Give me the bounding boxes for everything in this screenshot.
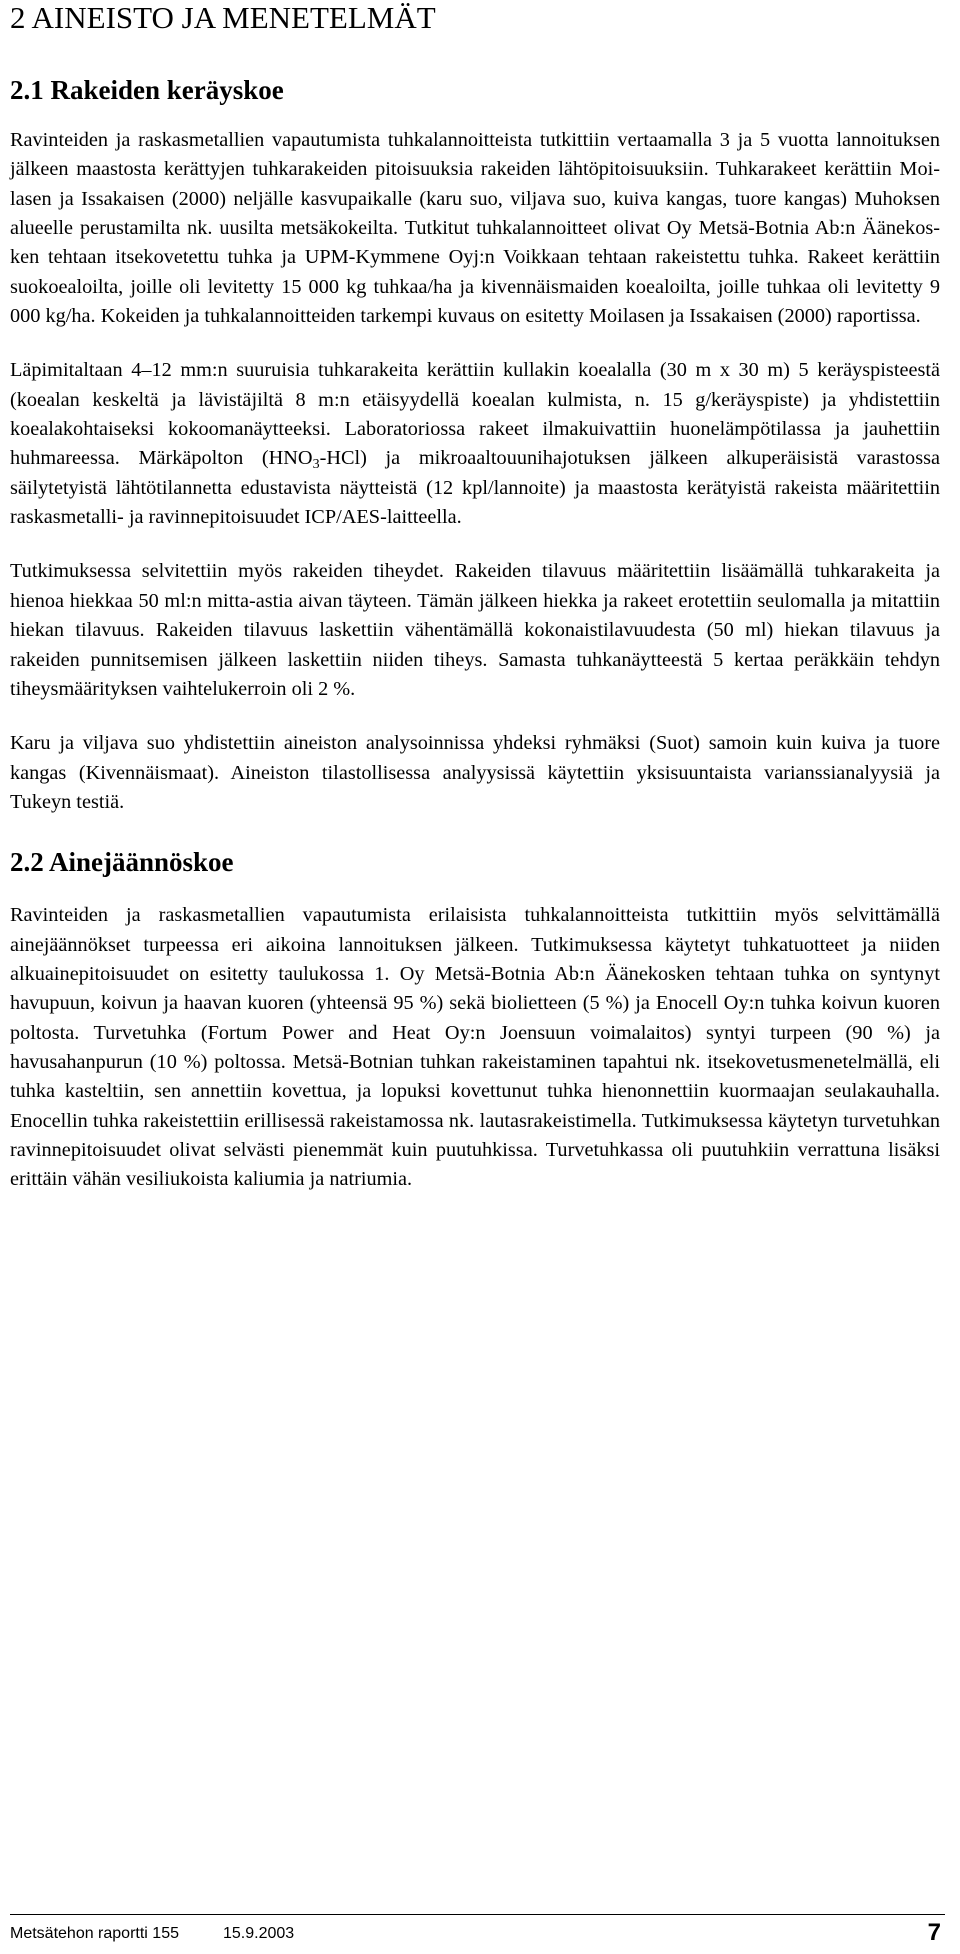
- paragraph-naytteenotto: [10, 356, 940, 532]
- paragraph-naytteenotto-text-a: Läpimitaltaan 4–12 mm:n suuruisia tuhkarakeita kerättiin kullakin koealalla (30 m x 30 m) 5 keräyspisteestä (koealan keskeltä ja lävistäjiltä 8 m:n etäisyydellä koealan kulmista, n. 15 g/keräyspiste) ja yhdistettiin koealakohtaiseksi kokoomanäytteeksi. Laboratoriossa rakeet ilmakuivattiin huonelämpötilassa ja jauhettiin huhmareessa. Märkäpolton (HNO: [10, 359, 940, 470]
- footer-date: 15.9.2003: [223, 1925, 295, 1942]
- page-number: 7: [927, 1919, 941, 1946]
- footer-report-title: Metsätehon raportti 155: [10, 1925, 179, 1942]
- paragraph-naytteenotto-text-b: -HCl) ja mikroaaltouunihajotuksen jälkeen alkuperäisistä varastossa säilytetyistä lähtötilannetta edustavista näytteistä (12 kpl/lannoite) ja maastosta kerätyistä rakeista määritettiin raskasmetalli- ja ravinnepitoisuudet ICP/AES-laitteella.: [10, 447, 940, 529]
- chapter-title: 2 AINEISTO JA MENETELMÄT: [10, 0, 436, 35]
- page-content: [10, 0, 940, 1195]
- chemical-subscript: 3: [312, 457, 320, 473]
- page-footer: [10, 1914, 945, 1946]
- footer-divider: [10, 1914, 945, 1915]
- paragraph-analyysi: Karu ja viljava suo yhdistettiin aineiston analysoinnissa yhdeksi ryhmäksi (Suot) samoin kuin kuiva ja tuore kangas (Kivennäismaat). Aineiston tilastollisessa analyysissä käytettiin yksisuuntaista varianssianalyysiä ja Tukeyn testiä.: [10, 732, 940, 813]
- section-title-rakeiden-keraayskoe: 2.1 Rakeiden keräyskoe: [10, 75, 284, 105]
- paragraph-keraays-intro: Ravinteiden ja raskasmetallien vapautumista tuhkalannoitteista tutkittiin vertaamalla 3 ja 5 vuotta lannoituksen jälkeen maastosta kerättyjen tuhkarakeiden pitoisuuksia rakeiden lähtöpitoisuuksiin. Tuhkarakeet kerättiin Moilasen ja Issakaisen (2000) neljälle kasvupaikalle (karu suo, viljava suo, kuiva kangas, tuore kangas) Muhoksen alueelle perustamilta nk. uusilta metsäkokeilta. Tutkitut tuhkalannoitteet olivat Oy Metsä-Botnia Ab:n Äänekosken tehtaan itsekovetettu tuhka ja UPM-Kymmene Oyj:n Voikkaan tehtaan rakeistettu tuhka. Rakeet kerättiin suokoealoilta, joille oli levitetty 15 000 kg tuhkaa/ha ja kivennäismaiden koealoilta, joille tuhkaa oli levitetty 9 000 kg/ha. Kokeiden ja tuhkalannoitteiden tarkempi kuvaus on esitetty Moilasen ja Issakaisen (2000) raportissa.: [10, 129, 940, 328]
- section-title-ainejaannoskoe: 2.2 Ainejäännöskoe: [10, 847, 234, 878]
- paragraph-tiheydet: Tutkimuksessa selvitettiin myös rakeiden tiheydet. Rakeiden tilavuus määritettiin lisäämällä tuhkarakeita ja hienoa hiekkaa 50 ml:n mitta-astia aivan täyteen. Tämän jälkeen hiekka ja rakeet erotettiin seulomalla ja mitattiin hiekan tilavuus. Rakeiden tilavuus laskettiin vähentämällä kokonaistilavuudesta (50 ml) hiekan tilavuus ja rakeiden punnitsemisen jälkeen laskettiin niiden tiheys. Samasta tuhkanäytteestä 5 kertaa peräkkäin tehdyn tiheysmäärityksen vaihtelukerroin oli 2 %.: [10, 560, 940, 700]
- paragraph-ainejaannos: Ravinteiden ja raskasmetallien vapautumista erilaisista tuhkalannoitteista tutkittiin myös selvittämällä ainejäännökset turpeessa eri aikoina lannoituksen jälkeen. Tutkimuksessa käytetyt tuhkatuotteet ja niiden alkuainepitoisuudet on esitetty taulukossa 1. Oy Metsä-Botnia Ab:n Äänekosken tehtaan tuhka on syntynyt havupuun, koivun ja haavan kuoren (yhteensä 95 %) sekä biolietteen (5 %) ja Enocell Oy:n tuhka koivun kuoren poltosta. Turvetuhka (Fortum Power and Heat Oy:n Joensuun voimalaitos) syntyi turpeen (90 %) ja havusahanpurun (10 %) poltossa. Metsä-Botnian tuhkan rakeistaminen tapahtui nk. itsekovetusmenetelmällä, eli tuhka kasteltiin, sen annettiin kovettua, ja lopuksi kovettunut tuhka hienonnettiin kuormaajan seulakauhalla. Enocellin tuhka rakeistettiin erillisessä rakeistamossa nk. lautasrakeistimella. Tutkimuksessa käytetyn turvetuhkan ravinnepitoisuudet olivat selvästi pienemmät kuin puutuhkissa. Turvetuhkassa oli puutuhkiin verrattuna lisäksi erittäin vähän vesiliukoista kaliumia ja natriumia.: [10, 904, 940, 1191]
